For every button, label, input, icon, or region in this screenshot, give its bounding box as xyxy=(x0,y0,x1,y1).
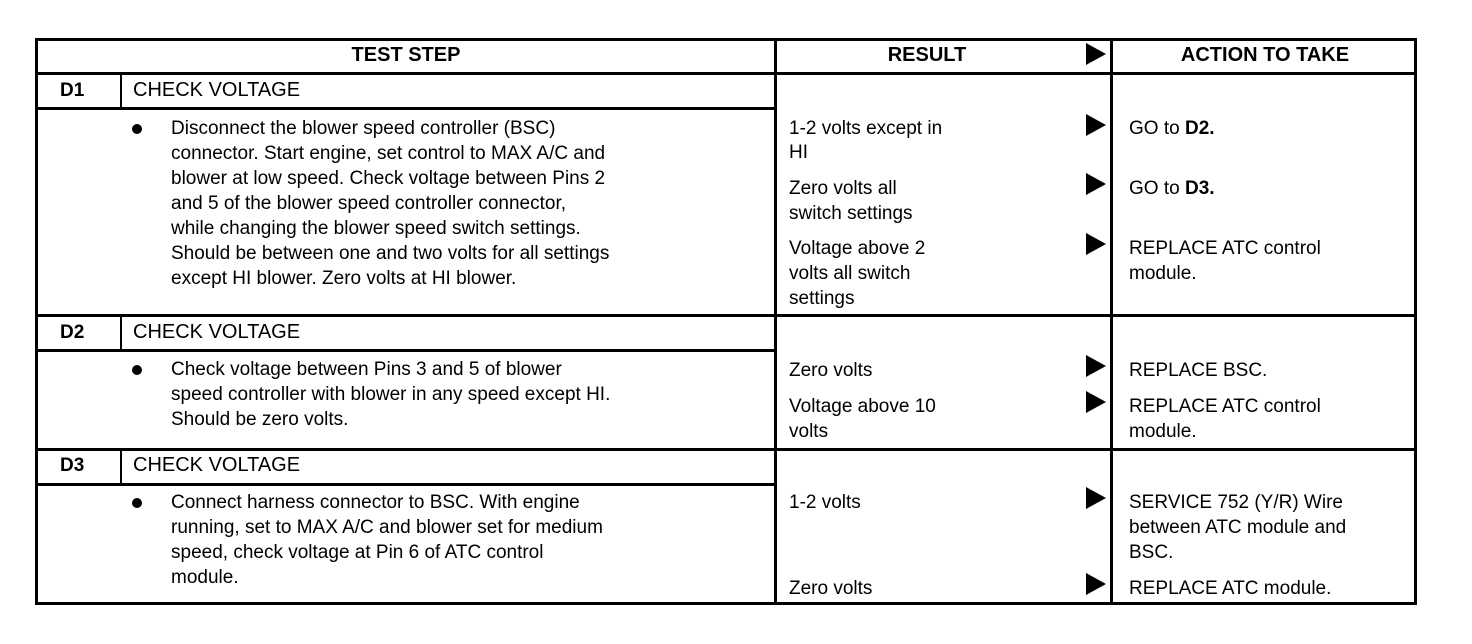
instruction-line: Disconnect the blower speed controller (BSC) xyxy=(171,118,556,139)
action-step-ref: D2. xyxy=(1184,118,1215,139)
instruction-line: connector. Start engine, set control to MAX A/C and xyxy=(171,143,606,164)
step-id-d2: D2 xyxy=(60,322,85,343)
d2-title-rule xyxy=(35,349,775,352)
action-line: SERVICE 752 (Y/R) Wire xyxy=(1129,492,1343,513)
action-line xyxy=(1129,176,1215,201)
step-title-d3: CHECK VOLTAGE xyxy=(133,454,301,476)
action-text: GO to xyxy=(1129,178,1185,199)
arrow-icon xyxy=(1086,173,1106,195)
action-line: REPLACE ATC module. xyxy=(1129,578,1332,599)
instruction-line: Should be between one and two volts for all settings xyxy=(171,243,610,264)
action-step-ref: D3. xyxy=(1184,178,1215,199)
arrow-icon xyxy=(1086,487,1106,509)
step-id-d1: D1 xyxy=(60,80,85,101)
instruction-line: speed controller with blower in any speed except HI. xyxy=(171,384,611,405)
action-line: REPLACE ATC control xyxy=(1129,238,1321,259)
result-line: settings xyxy=(789,288,855,309)
result-line: 1-2 volts xyxy=(789,492,861,513)
result-line: Voltage above 10 xyxy=(789,396,936,417)
header-arrow-icon xyxy=(1086,43,1106,65)
instruction-line: running, set to MAX A/C and blower set for medium xyxy=(171,517,603,538)
step-title-d2: CHECK VOLTAGE xyxy=(133,321,301,343)
action-line: between ATC module and xyxy=(1129,517,1347,538)
result-line: 1-2 volts except in xyxy=(789,118,943,139)
column-divider-result xyxy=(774,38,777,605)
action-line: REPLACE BSC. xyxy=(1129,360,1268,381)
instruction-line: and 5 of the blower speed controller connector, xyxy=(171,193,567,214)
result-line: Zero volts all xyxy=(789,178,897,199)
instruction-line: while changing the blower speed switch settings. xyxy=(171,218,581,239)
result-line: Voltage above 2 xyxy=(789,238,926,259)
result-line: switch settings xyxy=(789,203,913,224)
result-line: Zero volts xyxy=(789,578,873,599)
arrow-icon xyxy=(1086,233,1106,255)
header-result: RESULT xyxy=(887,44,967,66)
step-title-d1: CHECK VOLTAGE xyxy=(133,79,301,101)
instruction-line: Should be zero volts. xyxy=(171,409,349,430)
result-line: Zero volts xyxy=(789,360,873,381)
result-line: volts all switch xyxy=(789,263,911,284)
arrow-icon xyxy=(1086,391,1106,413)
instruction-line: except HI blower. Zero volts at HI blower. xyxy=(171,268,517,289)
step-id-d3: D3 xyxy=(60,455,85,476)
column-divider-action xyxy=(1110,38,1113,605)
bullet-icon xyxy=(132,498,142,508)
d2-bottom-rule xyxy=(35,448,1417,451)
action-line xyxy=(1129,116,1215,141)
arrow-icon xyxy=(1086,573,1106,595)
action-line: module. xyxy=(1129,263,1197,284)
instruction-line: module. xyxy=(171,567,239,588)
header-action: ACTION TO TAKE xyxy=(1180,44,1350,66)
header-test-step: TEST STEP xyxy=(351,44,461,66)
d1-bottom-rule xyxy=(35,314,1417,317)
step-id-divider-d2 xyxy=(120,316,122,351)
d1-title-rule xyxy=(35,107,775,110)
action-line: module. xyxy=(1129,421,1197,442)
arrow-icon xyxy=(1086,355,1106,377)
action-text: GO to xyxy=(1129,118,1185,139)
arrow-icon xyxy=(1086,114,1106,136)
step-id-divider-d1 xyxy=(120,74,122,110)
action-line: REPLACE ATC control xyxy=(1129,396,1321,417)
result-line: volts xyxy=(789,421,829,442)
d3-title-rule xyxy=(35,483,775,486)
header-bottom-rule xyxy=(35,72,1417,75)
instruction-line: Check voltage between Pins 3 and 5 of blower xyxy=(171,359,562,380)
step-id-divider-d3 xyxy=(120,450,122,484)
bullet-icon xyxy=(132,365,142,375)
bullet-icon xyxy=(132,124,142,134)
instruction-line: speed, check voltage at Pin 6 of ATC control xyxy=(171,542,544,563)
instruction-line: Connect harness connector to BSC. With engine xyxy=(171,492,580,513)
instruction-line: blower at low speed. Check voltage between Pins 2 xyxy=(171,168,606,189)
result-line: HI xyxy=(789,142,808,163)
action-line: BSC. xyxy=(1129,542,1174,563)
